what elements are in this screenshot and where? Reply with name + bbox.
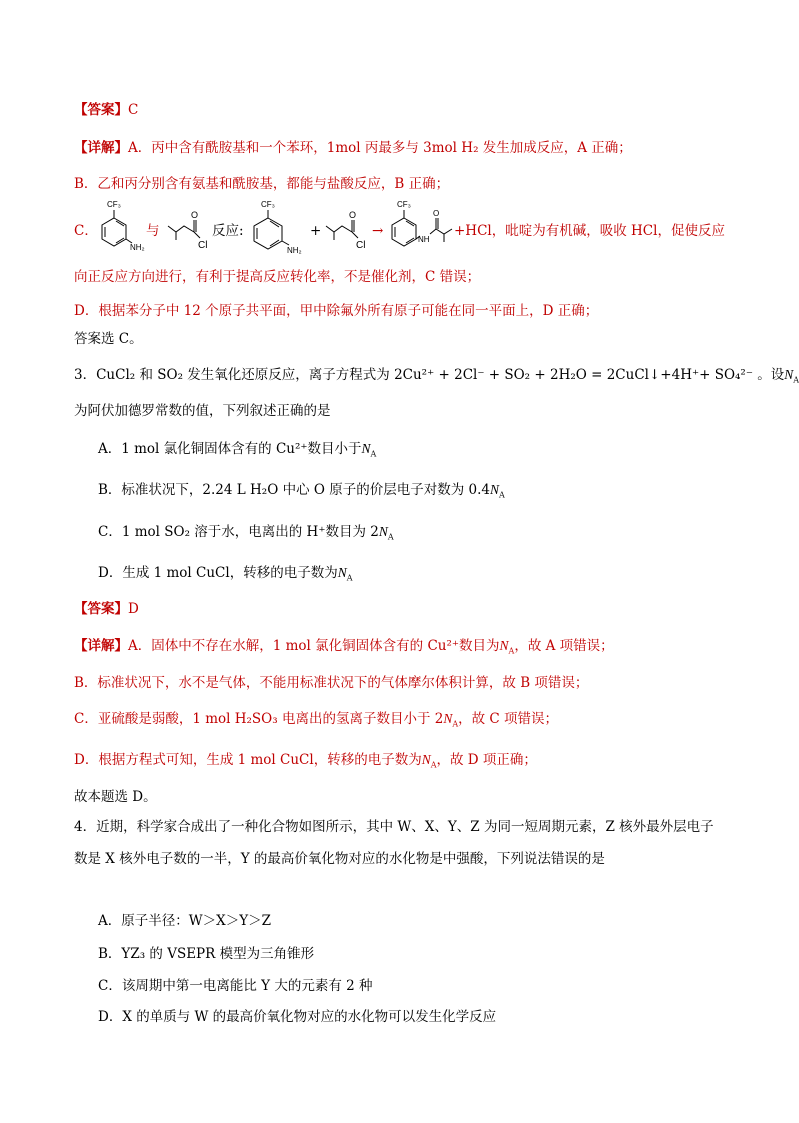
- na-symbol: N: [499, 638, 509, 653]
- detail-d-text: D．根据方程式可知，生成 1 mol CuCl，转移的电子数为: [74, 752, 422, 768]
- q3-option-c[interactable]: [98, 523, 394, 547]
- na-subscript: A: [793, 375, 799, 385]
- answer-line-3: [74, 600, 139, 618]
- na-subscript: A: [508, 646, 515, 656]
- choice-line-3: 故本题选 D。: [74, 789, 157, 805]
- detail-a-text: A．丙中含有酰胺基和一个苯环，1mol 丙最多与 3mol H₂ 发生加成反应，A 正确；: [128, 140, 632, 156]
- q4-option-d[interactable]: D．X 的单质与 W 的最高价氧化物对应的水化物可以发生化学反应: [98, 1009, 497, 1025]
- cf3-label: CF₃: [397, 200, 411, 209]
- na-symbol: N: [489, 482, 499, 497]
- o-label: O: [191, 210, 199, 220]
- detail-d-line-3: [74, 751, 537, 775]
- na-subscript: A: [430, 760, 437, 770]
- molecule-cf3-aniline-2: [244, 196, 306, 260]
- q3-option-b[interactable]: [98, 481, 505, 505]
- detail-c-prefix: C．: [74, 223, 98, 239]
- cl-label: Cl: [198, 240, 208, 251]
- answer-value: C: [128, 102, 139, 118]
- answer-value: D: [128, 601, 139, 617]
- q3-option-b-text: B．标准状况下，2.24 L H₂O 中心 O 原子的价层电子对数为 0.4: [98, 482, 490, 498]
- q4-option-a[interactable]: A．原子半径：W＞X＞Y＞Z: [98, 913, 272, 929]
- detail-c-tail: +HCl，吡啶为有机碱，吸收 HCl，促使反应: [454, 223, 725, 239]
- molecule-acyl-chloride-1: [162, 200, 214, 256]
- q3-option-d-text: D．生成 1 mol CuCl，转移的电子数为: [98, 565, 338, 581]
- react-text: 反应:: [212, 223, 244, 239]
- q4-option-c[interactable]: C．该周期中第一电离能比 Y 大的元素有 2 种: [98, 978, 373, 994]
- molecule-acyl-chloride-2: [320, 200, 372, 256]
- na-symbol: N: [421, 752, 431, 767]
- answer-label: 【答案】: [74, 601, 128, 617]
- q3-option-a[interactable]: [98, 440, 376, 464]
- molecule-amide-product: [386, 196, 458, 256]
- choice-line-2: 答案选 C。: [74, 331, 143, 347]
- o-label: O: [349, 210, 357, 220]
- molecule-cf3-aniline-1: [92, 196, 148, 258]
- nh2-label: NH₂: [287, 246, 302, 255]
- na-symbol: N: [443, 711, 453, 726]
- arrow-text: →: [372, 223, 384, 239]
- na-symbol: N: [361, 441, 371, 456]
- na-symbol: N: [337, 565, 347, 580]
- detail-c-line-3: [74, 710, 558, 734]
- na-subscript: A: [499, 490, 505, 500]
- nh2-label: NH₂: [130, 243, 145, 252]
- q4-stem-line-2: 数是 X 核外电子数的一半，Y 的最高价氧化物对应的水化物是中强酸，下列说法错误的是: [74, 851, 605, 867]
- detail-c-text: C．亚硫酸是弱酸，1 mol H₂SO₃ 电离出的氢离子数目小于 2: [74, 711, 444, 727]
- q3-stem-line-2: 为阿伏加德罗常数的值，下列叙述正确的是: [74, 403, 331, 419]
- q3-option-a-text: A．1 mol 氯化铜固体含有的 Cu²⁺数目小于: [98, 441, 362, 457]
- detail-a-line-2: [74, 139, 632, 157]
- detail-b-line-2: B．乙和丙分别含有氨基和酰胺基，都能与盐酸反应，B 正确；: [74, 176, 450, 192]
- na-subscript: A: [370, 449, 377, 459]
- detail-c-tail: ，故 C 项错误；: [458, 711, 559, 727]
- q3-option-d[interactable]: [98, 564, 353, 588]
- na-subscript: A: [346, 573, 353, 583]
- q4-option-b[interactable]: B．YZ₃ 的 VSEPR 模型为三角锥形: [98, 946, 315, 962]
- detail-label: 【详解】: [74, 140, 128, 156]
- q4-stem-line-1: 4．近期，科学家合成出了一种化合物如图所示，其中 W、X、Y、Z 为同一短周期元素，Z 核外最外层电子: [74, 819, 714, 835]
- cl-label: Cl: [356, 240, 366, 251]
- na-subscript: A: [387, 532, 394, 542]
- detail-a-tail: ，故 A 项错误；: [514, 638, 614, 654]
- answer-line-2: [74, 101, 138, 119]
- cf3-label: CF₃: [261, 200, 275, 209]
- detail-b-line-3: B．标准状况下，水不是气体，不能用标准状况下的气体摩尔体积计算，故 B 项错误；: [74, 675, 589, 691]
- q3-stem-text: 3．CuCl₂ 和 SO₂ 发生氧化还原反应，离子方程式为 2Cu²⁺ + 2Cl⁻ + SO₂ + 2H₂O = 2CuCl↓+4H⁺+ SO₄²⁻ 。设: [74, 367, 785, 383]
- with-text: 与: [146, 223, 160, 239]
- plus-text: +: [310, 223, 322, 239]
- nh-label: NH: [418, 235, 430, 244]
- na-subscript: A: [452, 719, 459, 729]
- detail-label: 【详解】: [74, 638, 128, 654]
- cf3-label: CF₃: [107, 200, 121, 209]
- detail-c-line-2: 向正反应方向进行，有利于提高反应转化率，不是催化剂，C 错误；: [74, 269, 481, 285]
- detail-d-tail: ，故 D 项正确；: [436, 752, 537, 768]
- na-symbol: N: [378, 524, 388, 539]
- na-symbol: N: [784, 367, 794, 382]
- detail-a-text: A．固体中不存在水解，1 mol 氯化铜固体含有的 Cu²⁺数目为: [128, 638, 500, 654]
- o-label: O: [433, 209, 440, 218]
- q3-stem-line-1: [74, 366, 799, 390]
- detail-d-line-2: D．根据苯分子中 12 个原子共平面，甲中除氟外所有原子可能在同一平面上，D 正确；: [74, 303, 599, 319]
- answer-label: 【答案】: [74, 102, 128, 118]
- detail-a-line-3: [74, 637, 614, 661]
- q3-option-c-text: C．1 mol SO₂ 溶于水，电离出的 H⁺数目为 2: [98, 524, 379, 540]
